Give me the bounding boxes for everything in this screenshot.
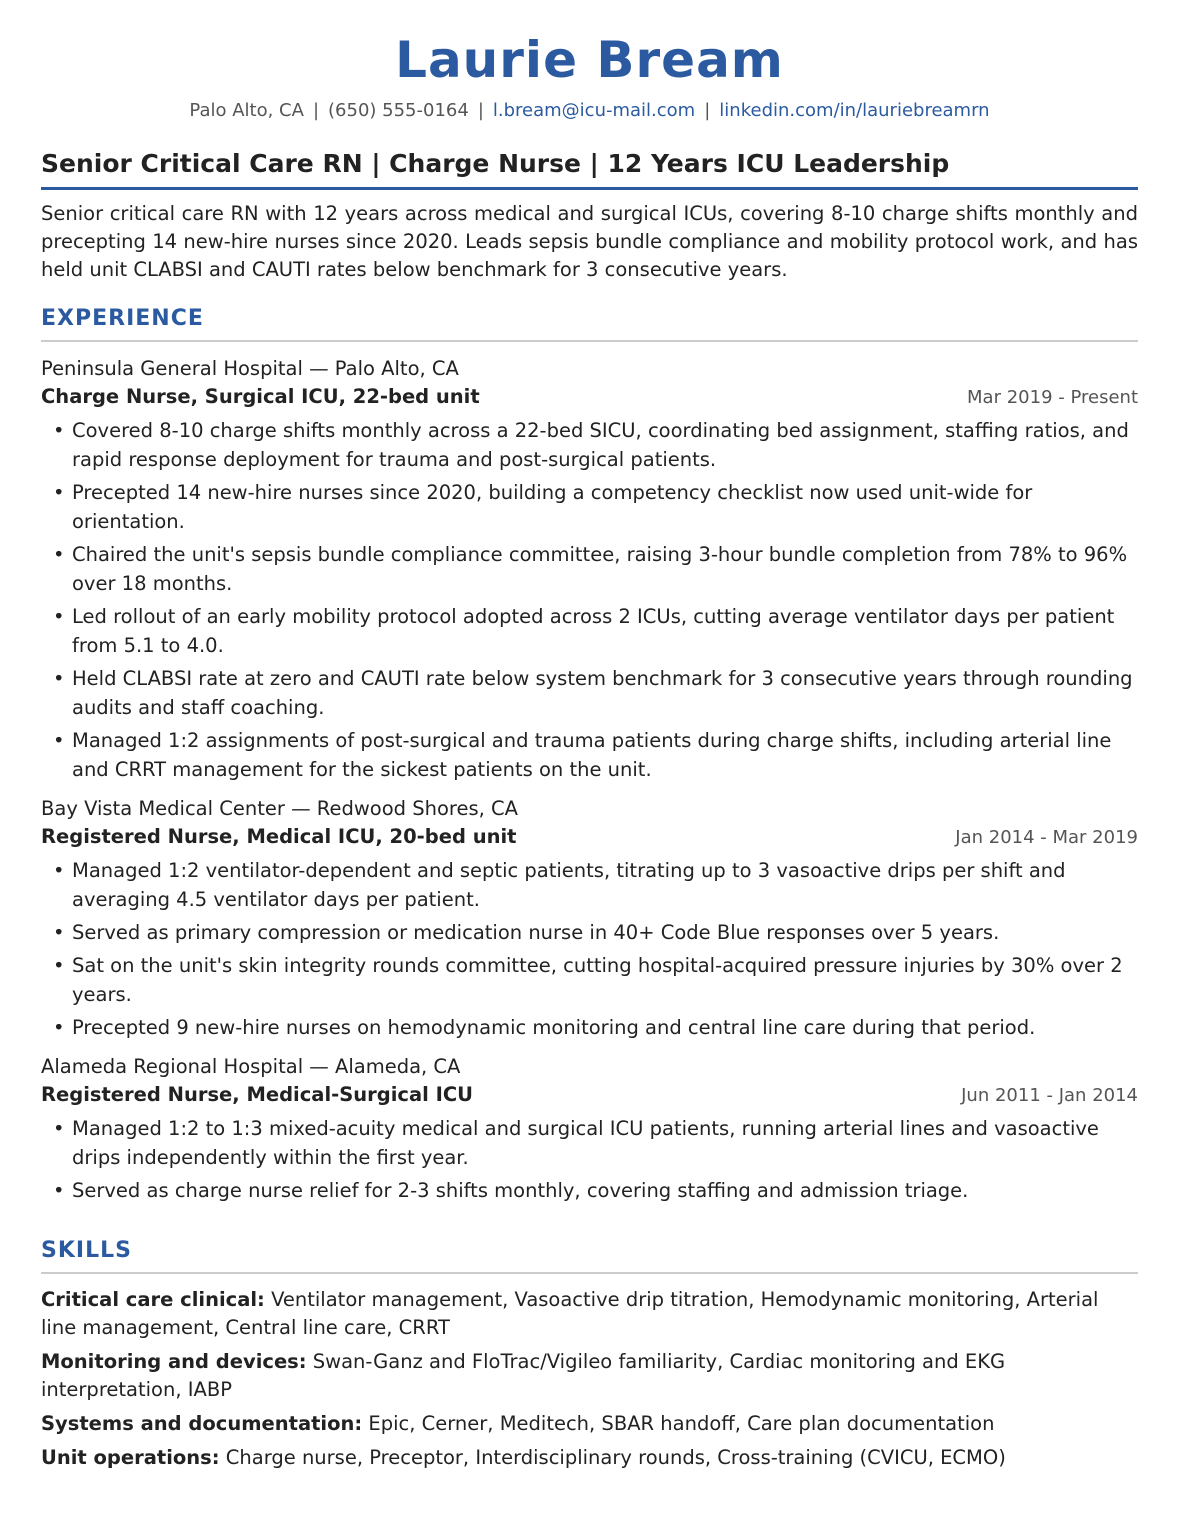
bullet-dot: •: [53, 605, 65, 628]
professional-summary: Senior critical care RN with 12 years across medical and surgical ICUs, covering 8-10 charge shifts monthly and precepting 14 new-hire nurses since 2020. Leads sepsis bundle compliance and mobility protocol work, and has held unit CLABSI and CAUTI rates below benchmark for 3 consecutive years.: [41, 202, 1138, 281]
bullet-dot: •: [53, 1016, 65, 1039]
skill-row: [41, 1348, 1138, 1404]
skill-list: Ventilator management, Vasoactive drip titration, Hemodynamic monitoring, Arterial line management, Central line care, CRRT: [41, 1288, 1099, 1339]
job-bullet: [41, 602, 1138, 660]
job-bullet-text: Served as primary compression or medication nurse in 40+ Code Blue responses over 5 years.: [72, 921, 1000, 944]
job-bullet-text: Served as charge nurse relief for 2-3 shifts monthly, covering staffing and admission triage.: [72, 1179, 969, 1202]
job-bullets: [41, 1114, 1138, 1205]
bullet-dot: •: [53, 419, 65, 442]
bullet-dot: •: [53, 954, 65, 977]
skill-category-label: Systems and documentation:: [41, 1412, 363, 1435]
job-bullet-text: Sat on the unit's skin integrity rounds committee, cutting hospital-acquired pressure injuries by 30% over 2 years.: [72, 954, 1123, 1006]
job-entry: [41, 354, 1138, 784]
skill-category-label: Critical care clinical:: [41, 1288, 265, 1311]
job-bullet-text: Managed 1:2 to 1:3 mixed-acuity medical and surgical ICU patients, running arterial lines and vasoactive drips independently within the first year.: [72, 1117, 1099, 1169]
job-dates: Jan 2014 - Mar 2019: [955, 827, 1138, 848]
job-bullet-text: Chaired the unit's sepsis bundle compliance committee, raising 3-hour bundle completion from 78% to 96% over 18 months.: [72, 543, 1128, 595]
bullet-dot: •: [53, 921, 65, 944]
contact-phone: (650) 555-0164: [328, 100, 469, 121]
job-title-row: [41, 1081, 1138, 1110]
skill-list: Charge nurse, Preceptor, Interdisciplinary rounds, Cross-training (CVICU, ECMO): [225, 1446, 1006, 1469]
job-bullet-text: Managed 1:2 assignments of post-surgical and trauma patients during charge shifts, including arterial line and CRRT management for the sickest patients on the unit.: [72, 729, 1112, 781]
skill-row: [41, 1286, 1138, 1342]
job-bullets: [41, 416, 1138, 784]
skill-list: Swan-Ganz and FloTrac/Vigileo familiarity, Cardiac monitoring and EKG interpretation, IABP: [41, 1350, 1006, 1401]
bullet-dot: •: [53, 859, 65, 882]
job-bullet: [41, 416, 1138, 474]
bullet-dot: •: [53, 1179, 65, 1202]
skill-category-label: Unit operations:: [41, 1446, 220, 1469]
skill-row: [41, 1410, 1138, 1438]
experience-heading: EXPERIENCE: [41, 304, 1138, 342]
job-title-row: [41, 383, 1138, 412]
contact-location: Palo Alto, CA: [189, 100, 304, 121]
job-bullet-text: Led rollout of an early mobility protocol adopted across 2 ICUs, cutting average ventilator days per patient from 5.1 to 4.0.: [72, 605, 1115, 657]
job-title: Charge Nurse, Surgical ICU, 22-bed unit: [41, 385, 480, 408]
job-employer: Alameda Regional Hospital — Alameda, CA: [41, 1055, 461, 1078]
candidate-name: Laurie Bream: [395, 31, 784, 89]
job-employer: Bay Vista Medical Center — Redwood Shores, CA: [41, 797, 518, 820]
job-bullet-text: Precepted 14 new-hire nurses since 2020, building a competency checklist now used unit-wide for orientation.: [72, 481, 1033, 533]
experience-section: [41, 354, 1138, 1215]
job-bullet-text: Covered 8-10 charge shifts monthly across a 22-bed SICU, coordinating bed assignment, staffing ratios, and rapid response deployment for trauma and post-surgical patients.: [72, 419, 1129, 471]
job-bullet: [41, 478, 1138, 536]
job-employer: Peninsula General Hospital — Palo Alto, CA: [41, 357, 459, 380]
job-bullet-text: Precepted 9 new-hire nurses on hemodynamic monitoring and central line care during that period.: [72, 1016, 1036, 1039]
bullet-dot: •: [53, 481, 65, 504]
contact-separator: |: [704, 100, 711, 121]
bullet-dot: •: [53, 1117, 65, 1140]
job-bullet: [41, 1114, 1138, 1172]
bullet-dot: •: [53, 667, 65, 690]
contact-linkedin-link[interactable]: linkedin.com/in/lauriebreamrn: [719, 100, 990, 121]
job-title-row: [41, 823, 1138, 852]
job-dates: Mar 2019 - Present: [967, 387, 1138, 408]
contact-line: [0, 99, 1179, 123]
contact-email-link[interactable]: l.bream@icu-mail.com: [492, 100, 696, 121]
job-bullet: [41, 726, 1138, 784]
job-bullets: [41, 856, 1138, 1042]
professional-headline: Senior Critical Care RN | Charge Nurse | 12 Years ICU Leadership: [41, 147, 1138, 190]
job-title: Registered Nurse, Medical ICU, 20-bed unit: [41, 825, 517, 848]
skill-list: Epic, Cerner, Meditech, SBAR handoff, Care plan documentation: [368, 1412, 995, 1435]
bullet-dot: •: [53, 543, 65, 566]
job-entry: [41, 1052, 1138, 1205]
skill-category-label: Monitoring and devices:: [41, 1350, 307, 1373]
job-entry: [41, 794, 1138, 1042]
job-bullet: [41, 856, 1138, 914]
job-bullet: [41, 1176, 1138, 1205]
skill-row: [41, 1444, 1138, 1472]
job-bullet: [41, 951, 1138, 1009]
contact-separator: |: [312, 100, 320, 121]
job-bullet: [41, 1013, 1138, 1042]
job-title: Registered Nurse, Medical-Surgical ICU: [41, 1083, 474, 1106]
job-bullet-text: Held CLABSI rate at zero and CAUTI rate below system benchmark for 3 consecutive years through rounding audits and staff coaching.: [72, 667, 1133, 719]
skills-section: [41, 1286, 1138, 1478]
job-dates: Jun 2011 - Jan 2014: [961, 1085, 1138, 1106]
contact-separator: |: [477, 100, 484, 121]
job-bullet: [41, 918, 1138, 947]
job-bullet: [41, 664, 1138, 722]
job-bullet-text: Managed 1:2 ventilator-dependent and septic patients, titrating up to 3 vasoactive drips per shift and averaging 4.5 ventilator days per patient.: [72, 859, 1066, 911]
skills-heading: SKILLS: [41, 1236, 1138, 1274]
bullet-dot: •: [53, 729, 65, 752]
job-bullet: [41, 540, 1138, 598]
